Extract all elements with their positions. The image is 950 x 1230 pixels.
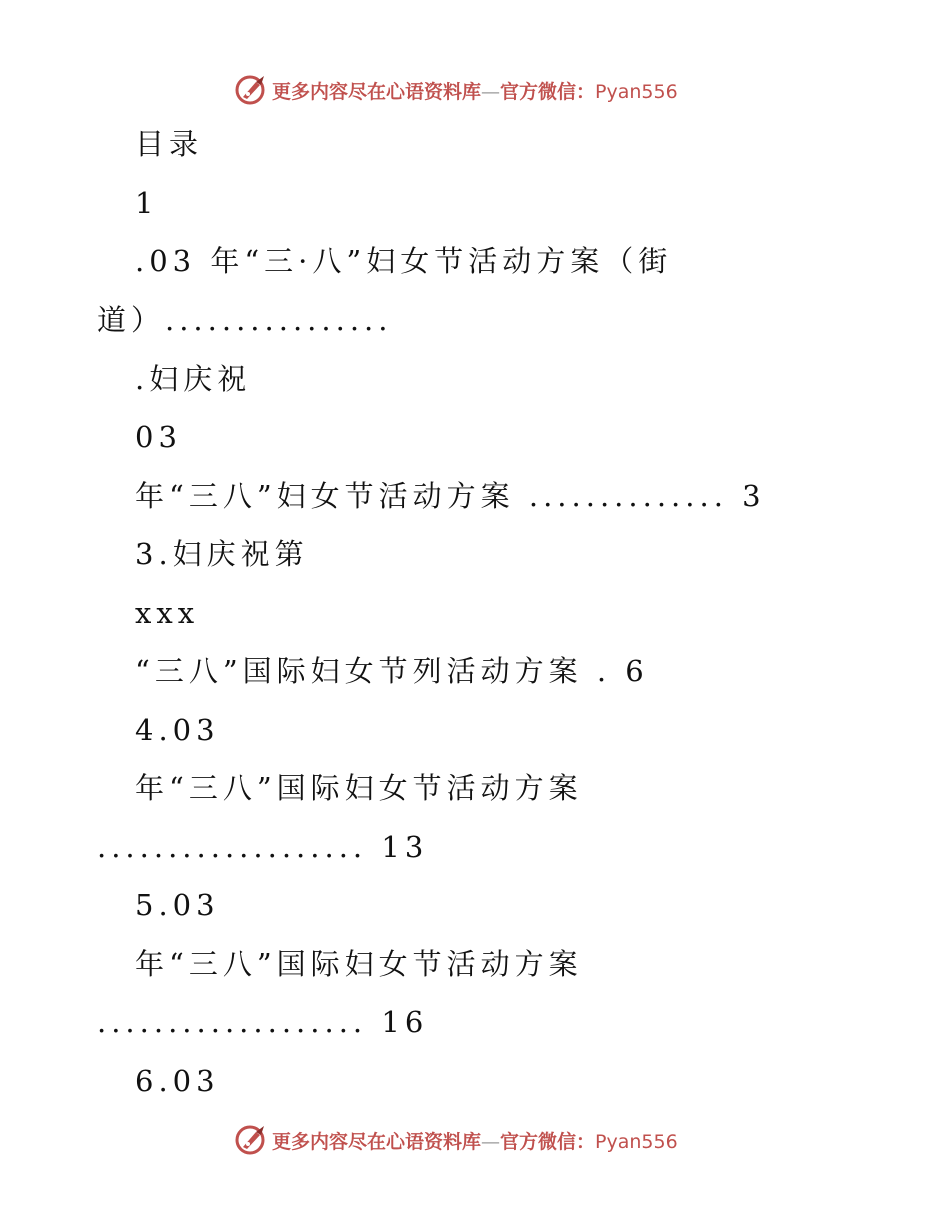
toc-line: 4.03 (135, 713, 220, 747)
watermark-wechat-id: Pyan556 (595, 80, 678, 103)
footer-watermark (234, 1122, 678, 1158)
toc-line: 年“三八”国际妇女节活动方案 (135, 947, 583, 981)
watermark-main: 更多内容尽在心语资料库 (272, 80, 482, 103)
toc-line: 道）................ (97, 303, 393, 337)
toc-line: 6.03 (135, 1064, 220, 1098)
watermark-suffix: 官方微信： (500, 80, 596, 103)
watermark-separator: — (481, 80, 501, 103)
watermark-main: 更多内容尽在心语资料库 (272, 1130, 482, 1153)
watermark-suffix: 官方微信： (500, 1130, 596, 1153)
toc-line: “三八”国际妇女节列活动方案 . 6 (135, 654, 649, 688)
toc-title: 目录 (135, 127, 204, 161)
toc-line: .妇庆祝 (135, 362, 252, 396)
watermark-wechat-id: Pyan556 (595, 1130, 678, 1153)
toc-line: ................... 16 (97, 1005, 429, 1039)
toc-line: 5.03 (135, 888, 220, 922)
quill-pen-logo-icon (234, 1123, 268, 1157)
toc-line: ................... 13 (97, 830, 429, 864)
toc-line: 3.妇庆祝第 (135, 537, 309, 571)
toc-line: 年“三八”妇女节活动方案 .............. 3 (135, 479, 766, 513)
toc-line: 年“三八”国际妇女节活动方案 (135, 771, 583, 805)
toc-line: 03 (135, 420, 182, 454)
watermark-separator: — (481, 1130, 501, 1153)
toc-line: 1 (135, 186, 159, 220)
watermark-text (272, 1127, 678, 1154)
toc-line: xxx (135, 596, 200, 630)
toc-line: .03 年“三·八”妇女节活动方案（街 (135, 244, 673, 278)
